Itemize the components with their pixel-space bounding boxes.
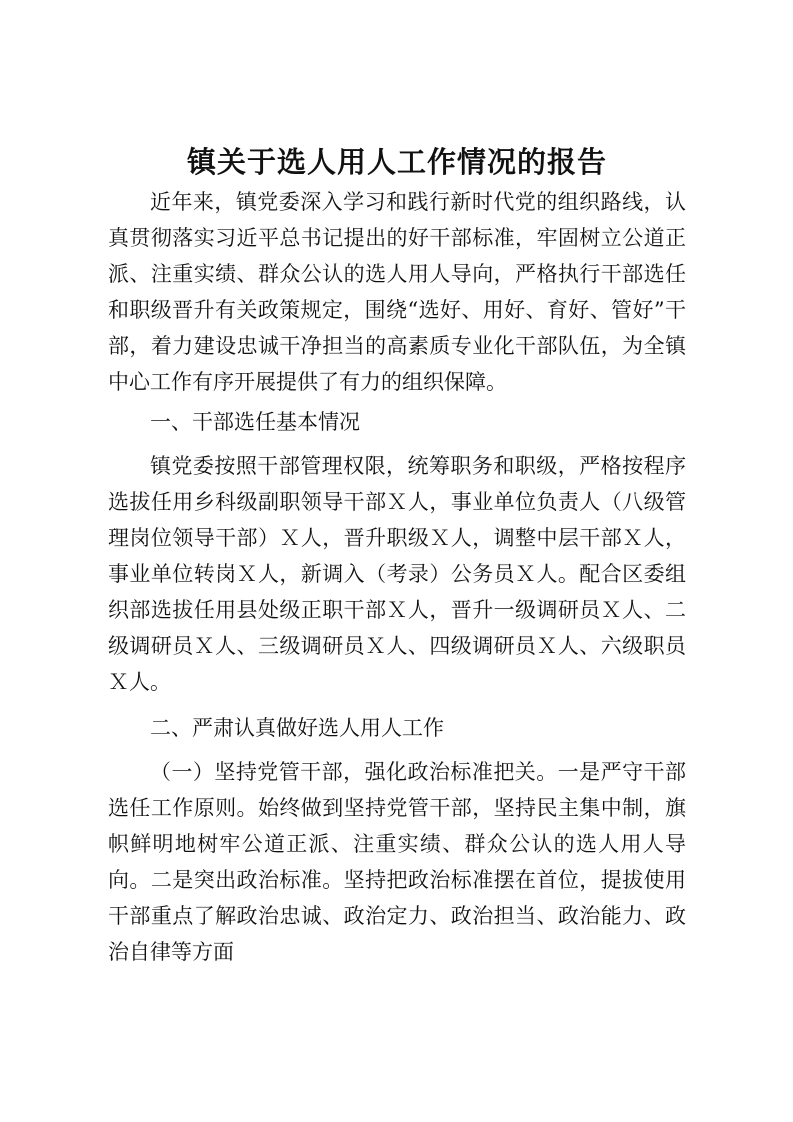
section-1-paragraph: 镇党委按照干部管理权限，统筹职务和职级，严格按程序选拔任用乡科级副职领导干部Ｘ人，事业单位负责人（八级管理岗位领导干部）Ｘ人，晋升职级Ｘ人，调整中层干部Ｘ人，事业单位转岗Ｘ人，新调入（考录）公务员Ｘ人。配合区委组织部选拔任用县处级正职干部Ｘ人，晋升一级调研员Ｘ人、二级调研员Ｘ人、三级调研员Ｘ人、四级调研员Ｘ人、六级职员Ｘ人。 xyxy=(108,454,686,694)
document-page xyxy=(108,140,686,970)
subsection-heading-1: （一）坚持党管干部，强化政治标准把关。 xyxy=(150,760,558,784)
document-title: 镇关于选人用人工作情况的报告 xyxy=(186,145,607,179)
intro-paragraph: 近年来，镇党委深入学习和践行新时代党的组织路线，认真贯彻落实习近平总书记提出的好干部标准，牢固树立公道正派、注重实绩、群众公认的选人用人导向，严格执行干部选任和职级晋升有关政策规定，围绕“选好、用好、育好、管好”干部，着力建设忠诚干净担当的高素质专业化干部队伍，为全镇中心工作有序开展提供了有力的组织保障。 xyxy=(108,190,686,394)
section-2-paragraph xyxy=(108,754,686,970)
section-heading-1: 一、干部选任基本情况 xyxy=(150,410,360,434)
section-heading-2: 二、严肃认真做好选人用人工作 xyxy=(150,716,444,740)
section-2-body: 一是严守干部选任工作原则。始终做到坚持党管干部，坚持民主集中制，旗帜鲜明地树牢公道正派、注重实绩、群众公认的选人用人导向。二是突出政治标准。坚持把政治标准摆在首位，提拔使用干部重点了解政治忠诚、政治定力、政治担当、政治能力、政治自律等方面 xyxy=(108,760,687,964)
